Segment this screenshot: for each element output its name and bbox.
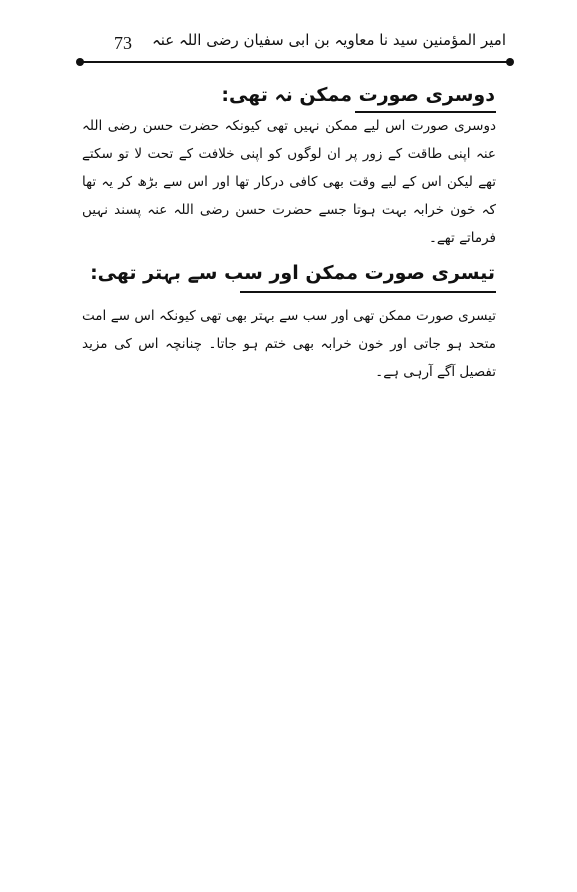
section-heading-second-option: دوسری صورت ممکن نہ تھی: xyxy=(221,84,495,106)
page-number: 73 xyxy=(114,33,132,53)
section-heading-third-option: تیسری صورت ممکن اور سب سے بہتر تھی: xyxy=(90,262,495,284)
page-header xyxy=(80,30,510,62)
running-title: امیر المؤمنین سید نا معاویہ بن ابی سفیان رضی اللہ عنہ xyxy=(151,31,506,49)
heading-underline xyxy=(240,291,496,293)
section-paragraph-second-option: دوسری صورت اس لیے ممکن نہیں تھی کیونکہ حضرت حسن رضی اللہ عنہ اپنی طاقت کے زور پر ان لوگوں کو اپنی خلافت کے تحت لا تو سکتے تھے لیکن اس کے لیے وقت بھی کافی درکار تھا اور اس سے بڑھ کر یہ تھا کہ خون خرابہ بہت ہوتا جسے حضرت حسن رضی اللہ عنہ پسند نہیں فرماتے تھے۔ xyxy=(82,118,496,246)
header-rule xyxy=(80,61,510,63)
rule-end-dot-left xyxy=(76,58,84,66)
section-paragraph-third-option: تیسری صورت ممکن تھی اور سب سے بہتر بھی تھی کیونکہ اس سے امت متحد ہو جاتی اور خون خرابہ بھی ختم ہو جاتا۔ چنانچہ اس کی مزید تفصیل آگے آرہی ہے۔ xyxy=(82,308,496,380)
rule-end-dot-right xyxy=(506,58,514,66)
